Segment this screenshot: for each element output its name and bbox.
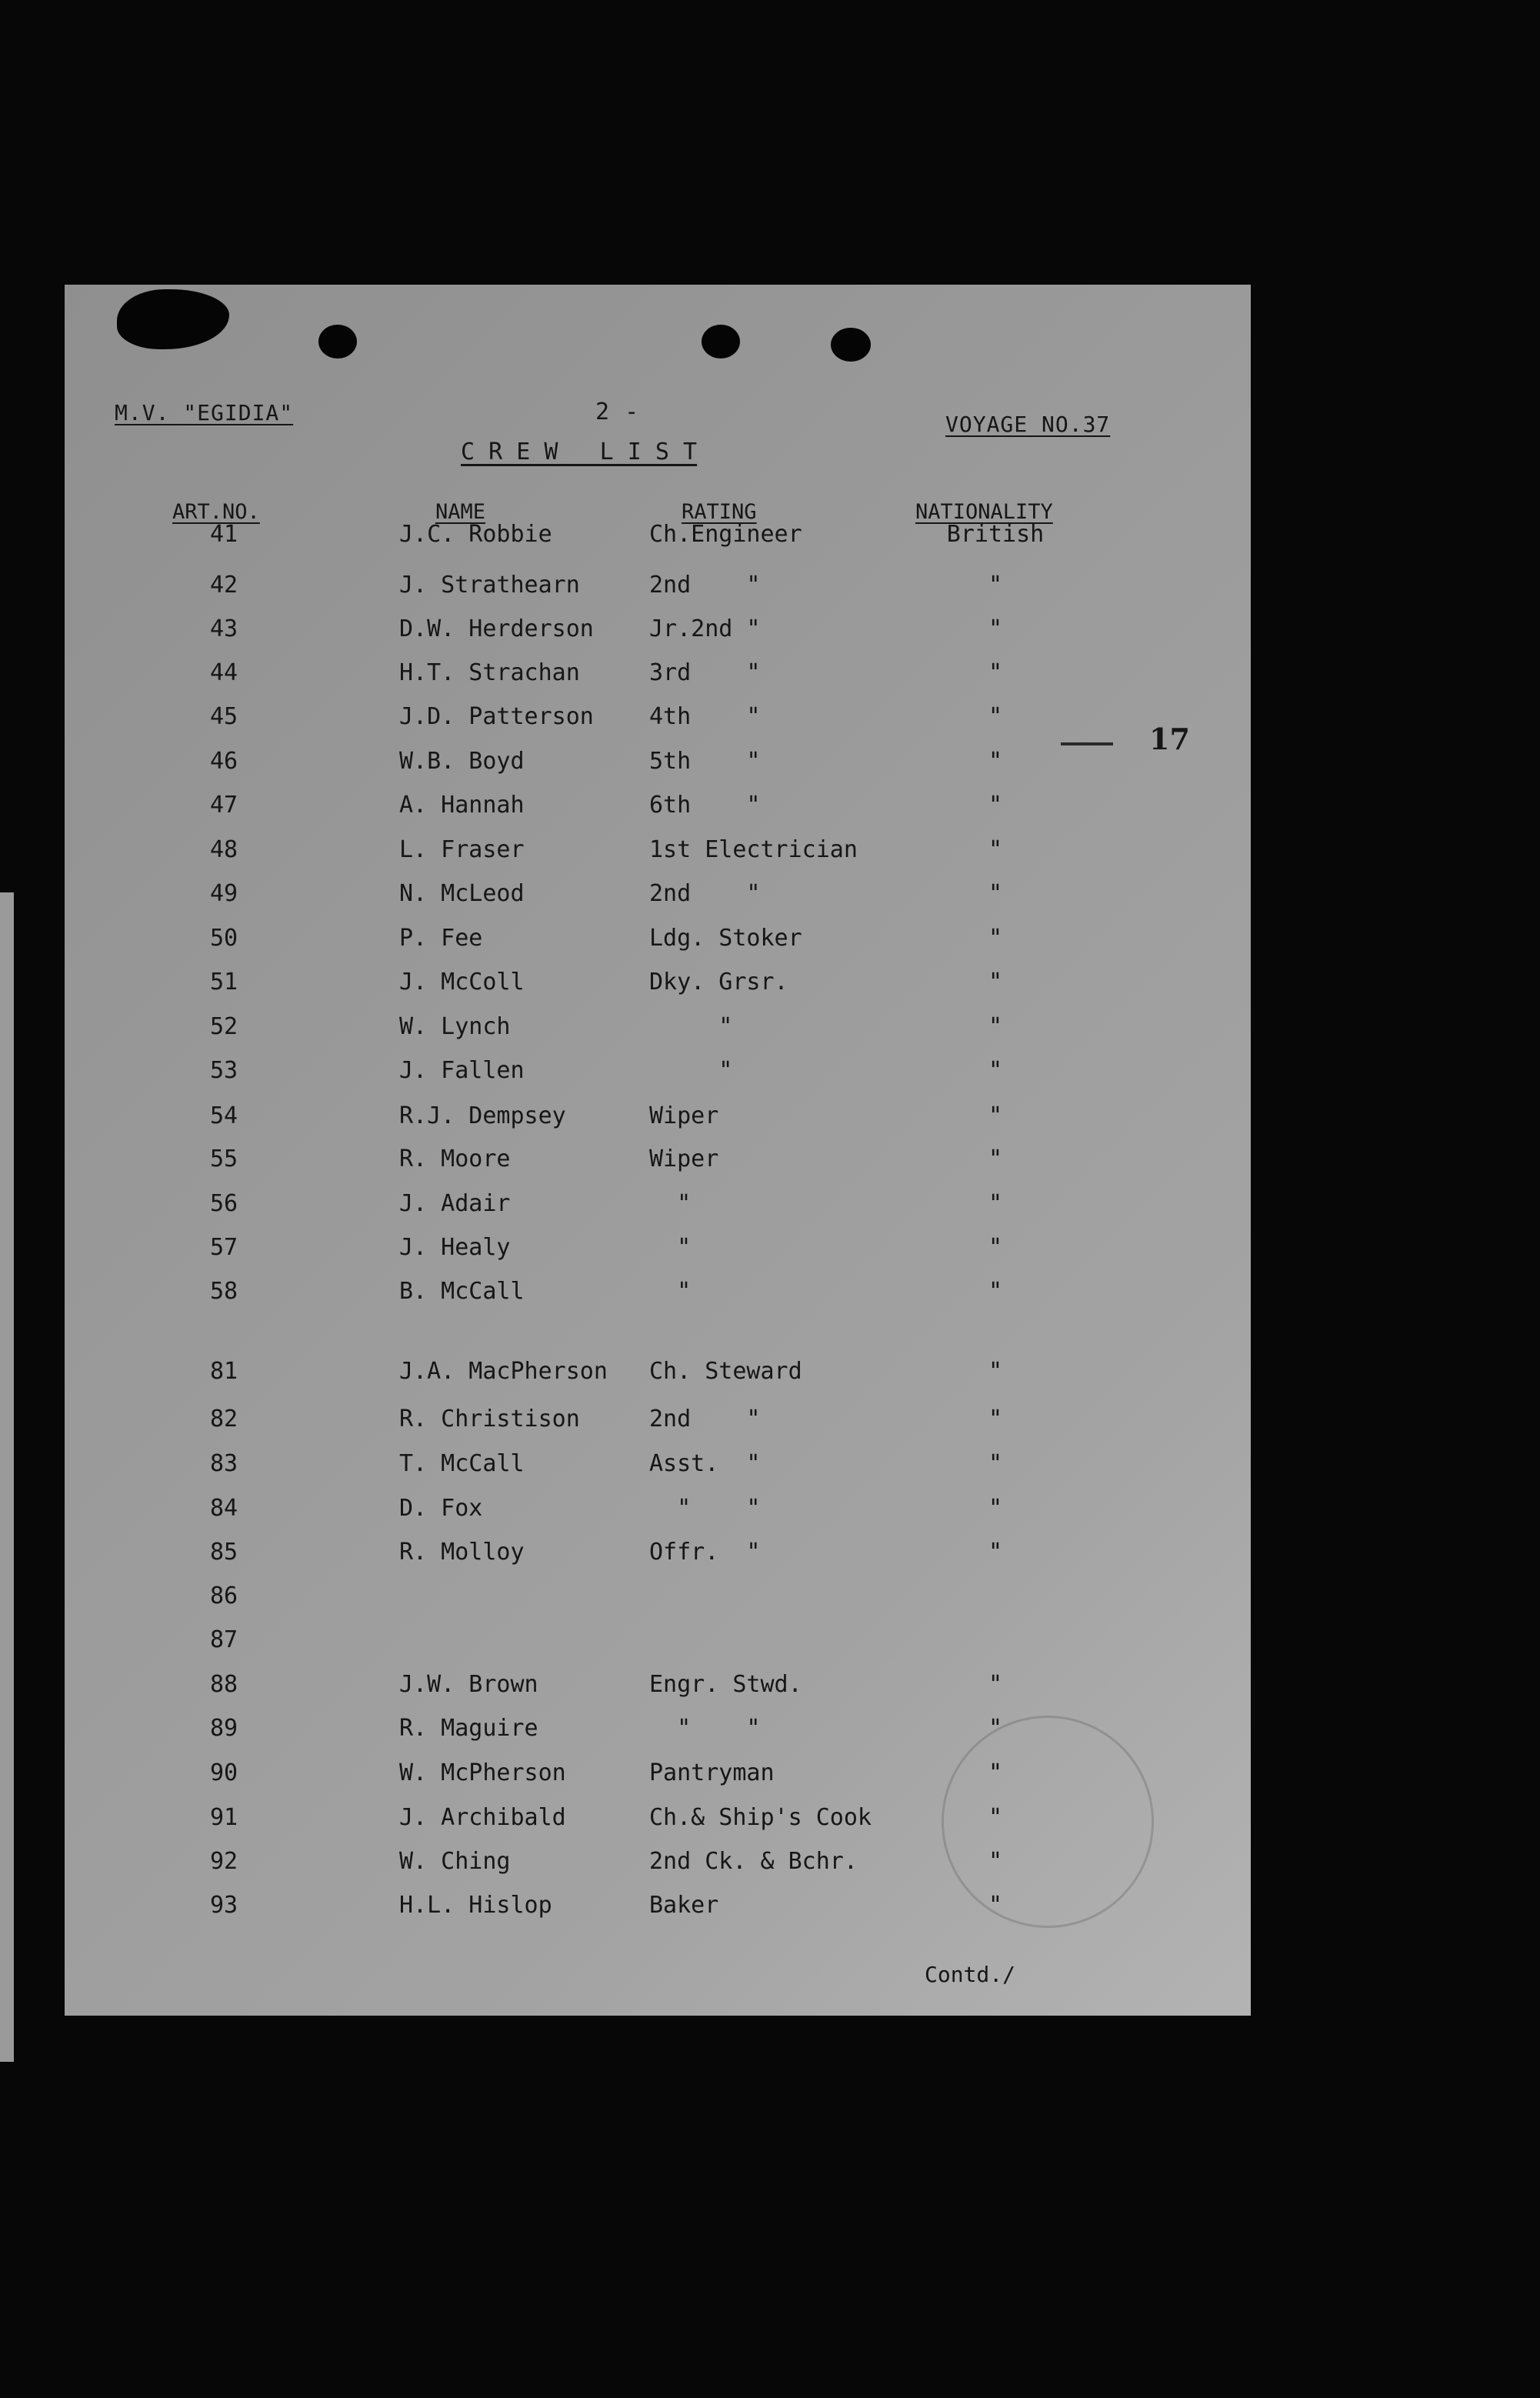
crew-name: D. Fox <box>399 1495 483 1522</box>
crew-nationality: " <box>988 615 1003 642</box>
art-no: 45 <box>209 703 238 730</box>
vessel-name: M.V. "EGIDIA" <box>115 400 294 425</box>
crew-nationality: " <box>988 1848 1003 1875</box>
art-no: 86 <box>209 1583 238 1609</box>
crew-rating: Ch.Engineer <box>649 521 802 548</box>
art-no: 82 <box>209 1406 238 1432</box>
crew-nationality: British <box>946 521 1045 548</box>
crew-rating: " " <box>649 1495 761 1522</box>
art-no: 43 <box>209 615 238 642</box>
art-no: 93 <box>209 1892 238 1919</box>
crew-name: J.C. Robbie <box>399 521 552 548</box>
crew-nationality: " <box>988 1234 1003 1261</box>
crew-name: D.W. Herderson <box>399 615 594 642</box>
crew-list-page <box>65 285 1251 2016</box>
crew-nationality: " <box>988 703 1003 730</box>
art-no: 44 <box>209 659 238 686</box>
crew-rating: Pantryman <box>649 1759 775 1786</box>
art-no: 52 <box>209 1013 238 1040</box>
crew-name: J. Archibald <box>399 1804 566 1831</box>
page-number: 2 - <box>595 399 640 425</box>
crew-nationality: " <box>988 1146 1003 1172</box>
crew-name: H.T. Strachan <box>399 659 580 686</box>
crew-name: W. Ching <box>399 1848 511 1875</box>
crew-nationality: " <box>988 1450 1003 1477</box>
art-no: 50 <box>209 925 238 952</box>
crew-name: J.W. Brown <box>399 1671 538 1698</box>
crew-name: R. Molloy <box>399 1539 525 1566</box>
crew-rating: Engr. Stwd. <box>649 1671 802 1698</box>
art-no: 47 <box>209 792 238 819</box>
art-no: 88 <box>209 1671 238 1698</box>
crew-nationality: " <box>988 1102 1003 1129</box>
art-no: 81 <box>209 1358 238 1385</box>
art-no: 56 <box>209 1190 238 1217</box>
crew-name: N. McLeod <box>399 880 525 907</box>
crew-rating: 2nd " <box>649 572 761 599</box>
crew-name: B. McCall <box>399 1278 525 1305</box>
art-no: 49 <box>209 880 238 907</box>
art-no: 91 <box>209 1804 238 1831</box>
crew-name: R. Moore <box>399 1146 511 1172</box>
crew-name: A. Hannah <box>399 792 525 819</box>
punch-hole <box>702 325 740 359</box>
crew-nationality: " <box>988 1804 1003 1831</box>
crew-nationality: " <box>988 1539 1003 1566</box>
crew-nationality: " <box>988 1278 1003 1305</box>
crew-name: J.A. MacPherson <box>399 1358 608 1385</box>
column-header-name: NAME <box>435 500 486 524</box>
crew-rating: " <box>649 1190 692 1217</box>
crew-rating: Ldg. Stoker <box>649 925 802 952</box>
crew-name: W.B. Boyd <box>399 748 525 775</box>
crew-name: P. Fee <box>399 925 483 952</box>
crew-name: L. Fraser <box>399 836 525 863</box>
crew-rating: 2nd Ck. & Bchr. <box>649 1848 858 1875</box>
art-no: 46 <box>209 748 238 775</box>
crew-rating: 2nd " <box>649 880 761 907</box>
crew-name: J.D. Patterson <box>399 703 594 730</box>
crew-nationality: " <box>988 1358 1003 1385</box>
crew-rating: Ch.& Ship's Cook <box>649 1804 872 1831</box>
adjacent-page-edge <box>0 892 14 2062</box>
torn-corner <box>117 289 229 349</box>
crew-nationality: " <box>988 969 1003 996</box>
art-no: 84 <box>209 1495 238 1522</box>
art-no: 90 <box>209 1759 238 1786</box>
crew-rating: Ch. Steward <box>649 1358 802 1385</box>
crew-name: W. McPherson <box>399 1759 566 1786</box>
crew-name: R. Christison <box>399 1406 580 1432</box>
art-no: 48 <box>209 836 238 863</box>
crew-name: H.L. Hislop <box>399 1892 552 1919</box>
voyage-number: VOYAGE NO.37 <box>945 412 1111 437</box>
art-no: 58 <box>209 1278 238 1305</box>
crew-rating: 2nd " <box>649 1406 761 1432</box>
crew-name: R.J. Dempsey <box>399 1102 566 1129</box>
crew-name: R. Maguire <box>399 1715 538 1742</box>
crew-nationality: " <box>988 572 1003 599</box>
column-header-rating: RATING <box>682 500 757 524</box>
crew-nationality: " <box>988 925 1003 952</box>
crew-nationality: " <box>988 748 1003 775</box>
column-header-nationality: NATIONALITY <box>915 500 1053 524</box>
art-no: 87 <box>209 1626 238 1653</box>
margin-annotation: 17 <box>1149 722 1190 756</box>
crew-rating: Dky. Grsr. <box>649 969 788 996</box>
crew-rating: Wiper <box>649 1102 719 1129</box>
art-no: 55 <box>209 1146 238 1172</box>
crew-rating: Wiper <box>649 1146 719 1172</box>
crew-rating: " <box>649 1234 692 1261</box>
crew-rating: Baker <box>649 1892 719 1919</box>
crew-name: J. Fallen <box>399 1057 525 1084</box>
crew-rating: 1st Electrician <box>649 836 858 863</box>
crew-rating: Asst. " <box>649 1450 761 1477</box>
crew-name: J. Healy <box>399 1234 511 1261</box>
crew-name: W. Lynch <box>399 1013 511 1040</box>
crew-rating: " <box>649 1278 692 1305</box>
art-no: 57 <box>209 1234 238 1261</box>
crew-nationality: " <box>988 1190 1003 1217</box>
art-no: 92 <box>209 1848 238 1875</box>
art-no: 41 <box>209 521 238 548</box>
art-no: 54 <box>209 1102 238 1129</box>
art-no: 85 <box>209 1539 238 1566</box>
continued-note: Contd./ <box>925 1962 1016 1987</box>
art-no: 83 <box>209 1450 238 1477</box>
crew-nationality: " <box>988 1013 1003 1040</box>
crew-nationality: " <box>988 1406 1003 1432</box>
crew-name: J. Strathearn <box>399 572 580 599</box>
art-no: 53 <box>209 1057 238 1084</box>
crew-name: T. McCall <box>399 1450 525 1477</box>
crew-rating: 5th " <box>649 748 761 775</box>
punch-hole <box>831 328 871 362</box>
crew-nationality: " <box>988 1759 1003 1786</box>
art-no: 42 <box>209 572 238 599</box>
crew-rating: " " <box>649 1715 761 1742</box>
crew-name: J. McColl <box>399 969 525 996</box>
page-title: C R E W L I S T <box>461 439 698 465</box>
crew-rating: Jr.2nd " <box>649 615 761 642</box>
crew-nationality: " <box>988 1715 1003 1742</box>
crew-nationality: " <box>988 1057 1003 1084</box>
crew-nationality: " <box>988 792 1003 819</box>
crew-nationality: " <box>988 1892 1003 1919</box>
crew-rating: Offr. " <box>649 1539 761 1566</box>
art-no: 89 <box>209 1715 238 1742</box>
crew-name: J. Adair <box>399 1190 511 1217</box>
punch-hole <box>318 325 357 359</box>
crew-nationality: " <box>988 836 1003 863</box>
crew-nationality: " <box>988 1671 1003 1698</box>
crew-rating: 6th " <box>649 792 761 819</box>
crew-rating: " <box>649 1057 733 1084</box>
art-no: 51 <box>209 969 238 996</box>
crew-nationality: " <box>988 659 1003 686</box>
crew-rating: 3rd " <box>649 659 761 686</box>
margin-dash <box>1061 742 1113 745</box>
crew-nationality: " <box>988 1495 1003 1522</box>
crew-rating: " <box>649 1013 733 1040</box>
crew-nationality: " <box>988 880 1003 907</box>
column-header-art-no: ART.NO. <box>172 500 260 524</box>
crew-rating: 4th " <box>649 703 761 730</box>
